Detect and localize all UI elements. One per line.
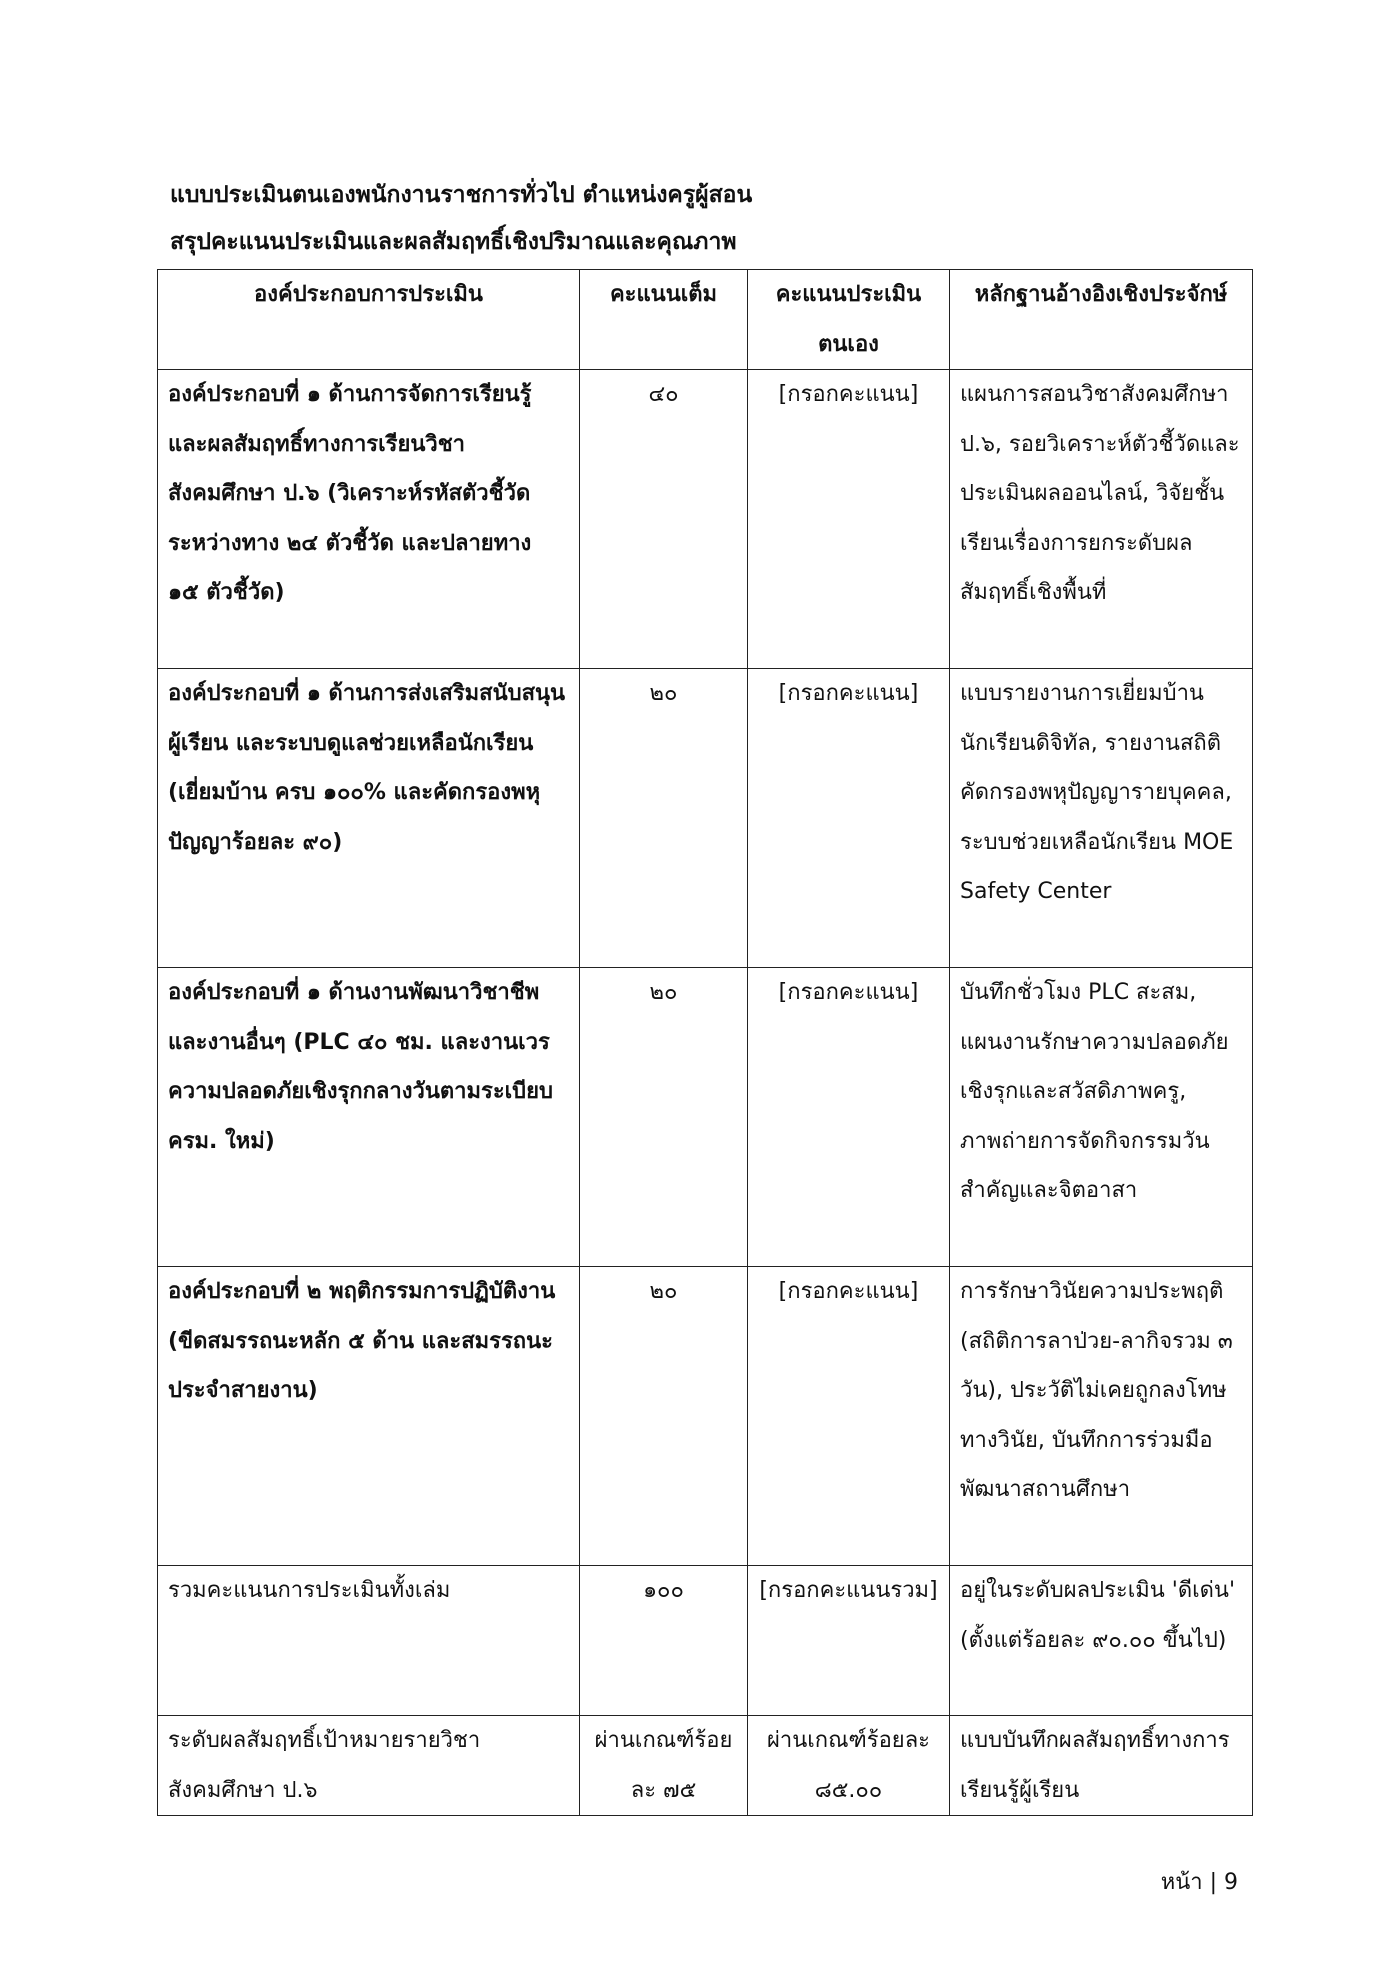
table-header-row xyxy=(158,270,1253,370)
total-full-score-cell: ๑๐๐ xyxy=(580,1566,748,1716)
full-score-cell: ๒๐ xyxy=(580,669,748,968)
component-cell: องค์ประกอบที่ ๑ ด้านงานพัฒนาวิชาชีพและงานอื่นๆ (PLC ๔๐ ชม. และงานเวรความปลอดภัยเชิงรุกกลางวันตามระเบียบ ครม. ใหม่) xyxy=(158,968,580,1267)
full-score-cell: ๔๐ xyxy=(580,370,748,669)
document-subtitle: สรุปคะแนนประเมินและผลสัมฤทธิ์เชิงปริมาณและคุณภาพ xyxy=(170,229,737,255)
header-evidence: หลักฐานอ้างอิงเชิงประจักษ์ xyxy=(950,270,1253,370)
self-score-cell: [กรอกคะแนน] xyxy=(748,370,950,669)
component-cell: องค์ประกอบที่ ๑ ด้านการส่งเสริมสนับสนุนผู้เรียน และระบบดูแลช่วยเหลือนักเรียน (เยี่ยมบ้าน ครบ ๑๐๐% และคัดกรองพหุปัญญาร้อยละ ๙๐) xyxy=(158,669,580,968)
target-criterion-cell: ผ่านเกณฑ์ร้อยละ ๗๕ xyxy=(580,1716,748,1816)
target-result-cell: ผ่านเกณฑ์ร้อยละ ๘๕.๐๐ xyxy=(748,1716,950,1816)
target-evidence-cell: แบบบันทึกผลสัมฤทธิ์ทางการเรียนรู้ผู้เรียน xyxy=(950,1716,1253,1816)
self-score-cell: [กรอกคะแนน] xyxy=(748,968,950,1267)
total-label-cell: รวมคะแนนการประเมินทั้งเล่ม xyxy=(158,1566,580,1716)
full-score-cell: ๒๐ xyxy=(580,1267,748,1566)
target-label-cell: ระดับผลสัมฤทธิ์เป้าหมายรายวิชาสังคมศึกษา ป.๖ xyxy=(158,1716,580,1816)
component-cell: องค์ประกอบที่ ๒ พฤติกรรมการปฏิบัติงาน (ขีดสมรรถนะหลัก ๕ ด้าน และสมรรถนะประจำสายงาน) xyxy=(158,1267,580,1566)
self-score-cell: [กรอกคะแนน] xyxy=(748,669,950,968)
table-row-total xyxy=(158,1566,1253,1716)
evidence-cell: แบบรายงานการเยี่ยมบ้านนักเรียนดิจิทัล, รายงานสถิติคัดกรองพหุปัญญารายบุคคล, ระบบช่วยเหลือนักเรียน MOE Safety Center xyxy=(950,669,1253,968)
component-cell: องค์ประกอบที่ ๑ ด้านการจัดการเรียนรู้และผลสัมฤทธิ์ทางการเรียนวิชาสังคมศึกษา ป.๖ (วิเคราะห์รหัสตัวชี้วัดระหว่างทาง ๒๔ ตัวชี้วัด และปลายทาง ๑๕ ตัวชี้วัด) xyxy=(158,370,580,669)
header-self-score: คะแนนประเมินตนเอง xyxy=(748,270,950,370)
table-row xyxy=(158,370,1253,669)
evidence-cell: แผนการสอนวิชาสังคมศึกษา ป.๖, รอยวิเคราะห์ตัวชี้วัดและประเมินผลออนไลน์, วิจัยชั้นเรียนเรื่องการยกระดับผลสัมฤทธิ์เชิงพื้นที่ xyxy=(950,370,1253,669)
document-title: แบบประเมินตนเองพนักงานราชการทั่วไป ตำแหน่งครูผู้สอน xyxy=(170,182,753,208)
table-row xyxy=(158,1267,1253,1566)
self-score-cell: [กรอกคะแนน] xyxy=(748,1267,950,1566)
evaluation-summary-table xyxy=(157,269,1253,1816)
table-row xyxy=(158,669,1253,968)
table-row xyxy=(158,968,1253,1267)
full-score-cell: ๒๐ xyxy=(580,968,748,1267)
table-row-target xyxy=(158,1716,1253,1816)
page-number: หน้า | 9 xyxy=(1160,1870,1238,1895)
evidence-cell: บันทึกชั่วโมง PLC สะสม, แผนงานรักษาความปลอดภัยเชิงรุกและสวัสดิภาพครู, ภาพถ่ายการจัดกิจกรรมวันสำคัญและจิตอาสา xyxy=(950,968,1253,1267)
total-self-score-cell: [กรอกคะแนนรวม] xyxy=(748,1566,950,1716)
total-evidence-cell: อยู่ในระดับผลประเมิน 'ดีเด่น' (ตั้งแต่ร้อยละ ๙๐.๐๐ ขึ้นไป) xyxy=(950,1566,1253,1716)
header-full-score: คะแนนเต็ม xyxy=(580,270,748,370)
evidence-cell: การรักษาวินัยความประพฤติ (สถิติการลาป่วย-ลากิจรวม ๓ วัน), ประวัติไม่เคยถูกลงโทษทางวินัย, บันทึกการร่วมมือพัฒนาสถานศึกษา xyxy=(950,1267,1253,1566)
header-component: องค์ประกอบการประเมิน xyxy=(158,270,580,370)
